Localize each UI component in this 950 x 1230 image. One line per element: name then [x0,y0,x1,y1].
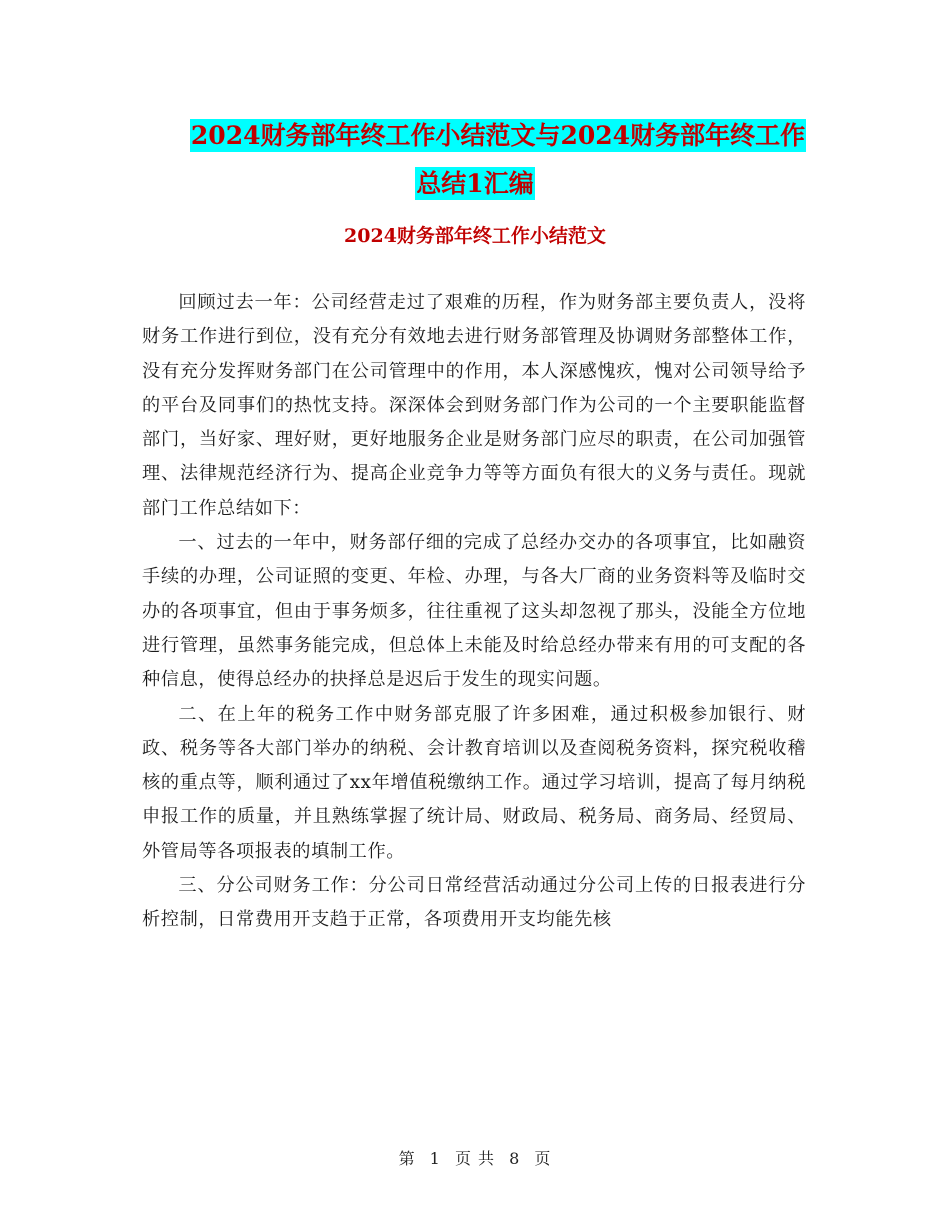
paragraph-item-3: 三、分公司财务工作：分公司日常经营活动通过分公司上传的日报表进行分析控制，日常费用开支趋于正常，各项费用开支均能先核 [142,875,806,931]
footer-suffix: 页 [534,1149,552,1168]
document-title [0,112,950,208]
paragraph-item-2: 二、在上年的税务工作中财务部克服了许多困难，通过积极参加银行、财政、税务等各大部门举办的纳税、会计教育培训以及查阅税务资料，探究税收稽核的重点等，顺利通过了xx年增值税缴纳工作。通过学习培训，提高了每月纳税申报工作的质量，并且熟练掌握了统计局、财政局、税务局、商务局、经贸局、外管局等各项报表的填制工作。 [142,703,806,862]
paragraph-item-1: 一、过去的一年中，财务部仔细的完成了总经办交办的各项事宜，比如融资手续的办理，公司证照的变更、年检、办理，与各大厂商的业务资料等及临时交办的各项事宜，但由于事务烦多，往往重视了这头却忽视了那头，没能全方位地进行管理，虽然事务能完成，但总体上未能及时给总经办带来有用的可支配的各种信息，使得总经办的抉择总是迟后于发生的现实问题。 [142,532,806,691]
title-line-1: 2024财务部年终工作小结范文与2024财务部年终工作 [190,121,806,150]
footer-total-pages: 8 [509,1149,521,1168]
footer-mid: 页 共 [454,1149,496,1168]
page-footer [0,1146,950,1169]
paragraph-intro: 回顾过去一年：公司经营走过了艰难的历程，作为财务部主要负责人，没将财务工作进行到位，没有充分有效地去进行财务部管理及协调财务部整体工作，没有充分发挥财务部门在公司管理中的作用，本人深感愧疚，愧对公司领导给予的平台及同事们的热忱支持。深深体会到财务部门作为公司的一个主要职能监督部门，当好家、理好财，更好地服务企业是财务部门应尽的职责，在公司加强管理、法律规范经济行为、提高企业竞争力等等方面负有很大的义务与责任。现就部门工作总结如下： [142,292,806,519]
title-line-2: 总结1汇编 [416,169,534,198]
section-title: 2024财务部年终工作小结范文 [344,225,606,247]
body-text [142,286,806,938]
footer-prefix: 第 [398,1149,416,1168]
footer-page-number: 1 [429,1149,441,1168]
